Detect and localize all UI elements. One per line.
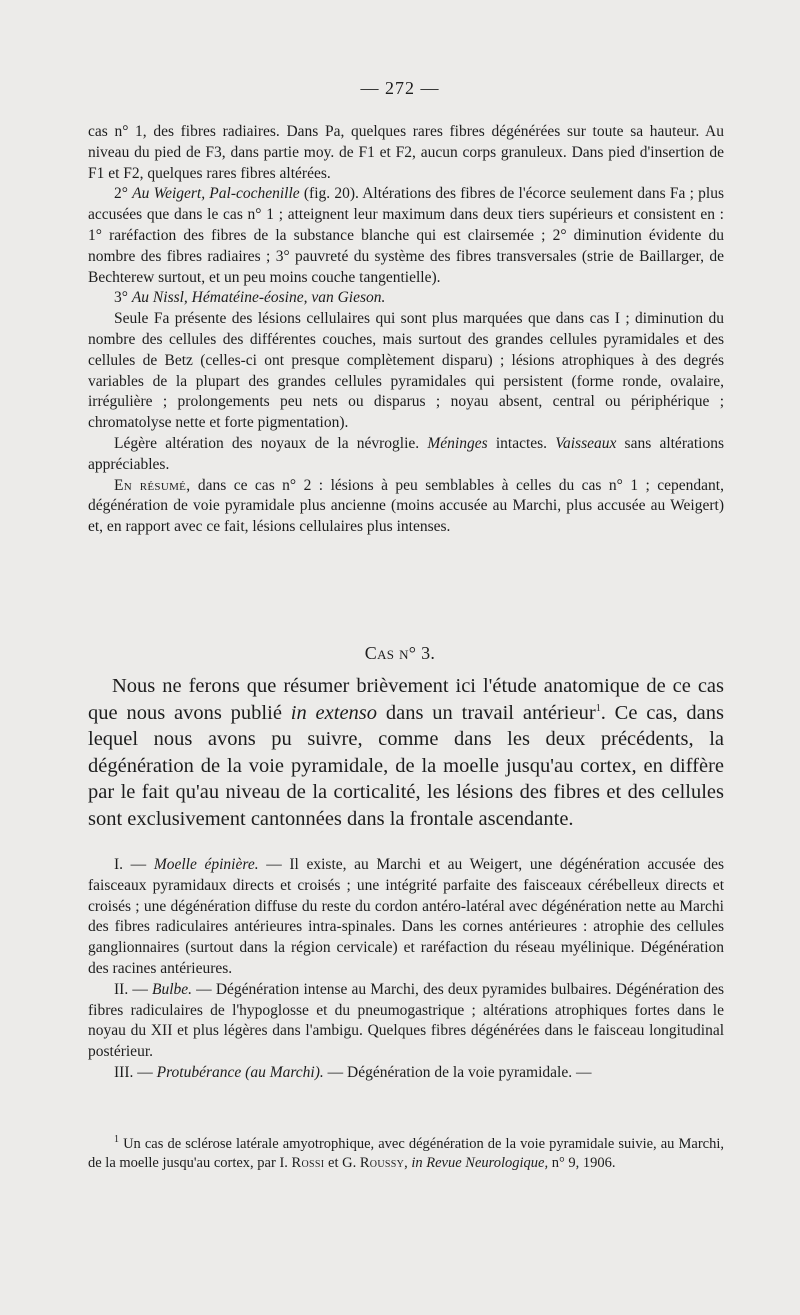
footnote bbox=[88, 1135, 724, 1173]
paragraph: II. — Bulbe. — Dégénération intense au Marchi, des deux pyramides bulbaires. Dégénération des fibres radiculaires de l'hypoglosse et du pneumogastrique ; altérations atrophiques fortes dans le noyau du XII et plus légères dans l'ambigu. Quelques fibres dégénérées dans le faisceau longitudinal postérieur. bbox=[88, 980, 724, 1061]
paragraph: Légère altération des noyaux de la névroglie. Méninges intactes. Vaisseaux sans altérations appréciables. bbox=[88, 434, 724, 473]
paragraph: 3° Au Nissl, Hématéine-éosine, van Gieson. bbox=[114, 289, 386, 307]
page-number: — 272 — bbox=[360, 78, 440, 98]
footnote-text: $^1$ Un cas de sclérose latérale amyotrophique, avec dégénération de la voie pyramidale suivie, au Marchi, de la moelle jusqu'au cortex, par I. Rossi et G. Roussy, in Revue Neurologique, n° 9, 1906. bbox=[88, 1134, 724, 1171]
paragraph-summary: En résumé, dans ce cas n° 2 : lésions à peu semblables à celles du cas n° 1 ; cependant, dégénération de voie pyramidale plus ancienne (moins accusée au Marchi, plus accusée au Weigert) et, en rapport avec ce fait, lésions cellulaires plus intenses. bbox=[88, 476, 724, 536]
paragraph: III. — Protubérance (au Marchi). — Dégénération de la voie pyramidale. — bbox=[114, 1063, 592, 1081]
paragraph: Seule Fa présente des lésions cellulaires qui sont plus marquées que dans cas I ; diminution du nombre des cellules des différentes couches, mais surtout des grandes cellules pyramidales et des cellules de Betz (celles-ci ont presque complètement disparu) ; lésions atrophiques à des degrés variables de la plupart des grandes cellules pyramidales qui persistent (forme ronde, ovalaire, irrégulière ; prolongements peu nets ou disparus ; noyau absent, central ou périphérique ; chromatolyse nette et forte pigmentation). bbox=[88, 310, 724, 432]
paragraph: I. — Moelle épinière. — Il existe, au Marchi et au Weigert, une dégénération accusée des faisceaux pyramidaux directs et croisés ; une intégrité parfaite des faisceaux cérébelleux directs et croisés ; une dégénération diffuse du reste du cordon antéro-latéral avec dégénération nette au Marchi des fibres radiculaires antérieures intra-spinales. Dans les cornes antérieures : atrophie des cellules ganglionnaires (surtout dans la région cervicale) et raréfaction du réseau myélinique. Dégénération des racines antérieures. bbox=[88, 856, 725, 977]
paragraph: Nous ne ferons que résumer brièvement ici l'étude anatomique de ce cas que nous avons publié in extenso dans un travail antérieur$^1$. Ce cas, dans lequel nous avons pu suivre, comme dans les deux précédents, la dégénération de la voie pyramidale, de la moelle jusqu'au cortex, en diffère par le fait qu'au niveau de la corticalité, les lésions des fibres et des cellules sont exclusivement cantonnées dans la frontale ascendante. bbox=[88, 675, 724, 830]
footnote-ref: 1 bbox=[595, 702, 601, 714]
section-heading: Cas n° 3. bbox=[364, 643, 436, 663]
case3-intro bbox=[88, 673, 724, 833]
case3-details bbox=[88, 855, 724, 1084]
paragraph: cas n° 1, des fibres radiaires. Dans Pa, quelques rares fibres dégénérées sur toute sa hauteur. Au niveau du pied de F3, dans partie moy. de F1 et F2, aucun corps granuleux. Dans pied d'insertion de F1 et F2, quelques rares fibres altérées. bbox=[88, 123, 724, 182]
paragraph: 2° Au Weigert, Pal-cochenille (fig. 20). Altérations des fibres de l'écorce seulement dans Fa ; plus accusées que dans le cas n° 1 ; atteignent leur maximum dans deux tiers supérieurs et consistent en : 1° raréfaction des fibres de la substance blanche qui est clairsemée ; 2° diminution évidente du nombre des fibres radiaires ; 3° pauvreté du système des fibres transversales (strie de Baillarger, de Bechterew surtout, et un peu moins couche tangentielle). bbox=[88, 185, 724, 286]
case2-section bbox=[88, 122, 724, 538]
footnote-mark: 1 bbox=[114, 1134, 119, 1146]
